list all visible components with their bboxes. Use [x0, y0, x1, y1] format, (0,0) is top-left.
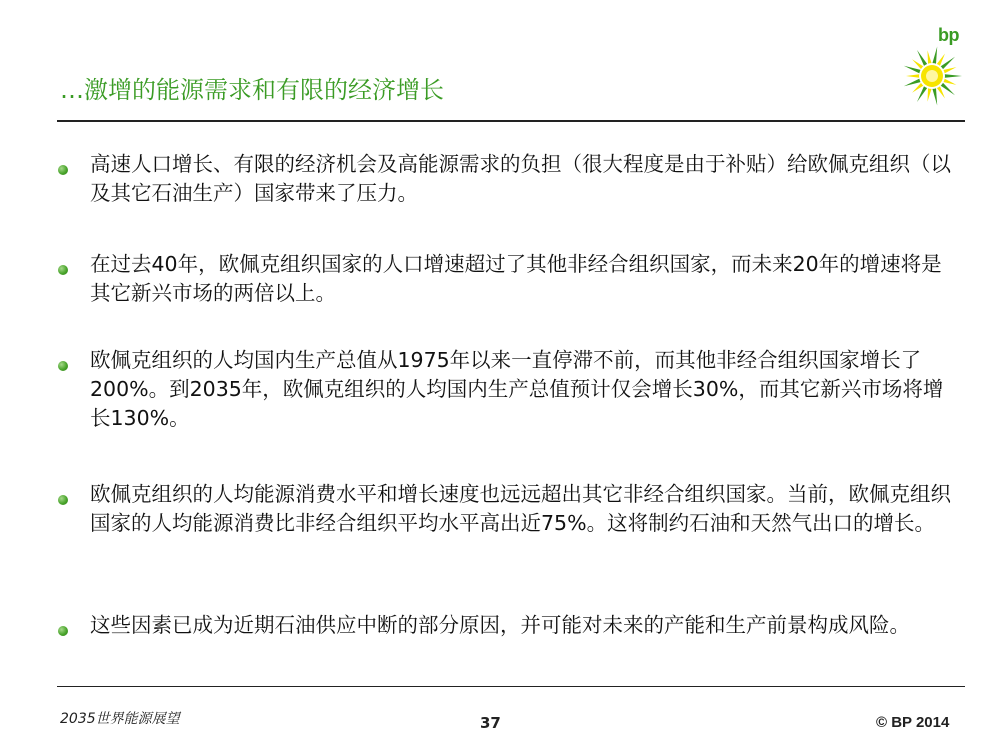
- bullet-text: 欧佩克组织的人均国内生产总值从1975年以来一直停滞不前，而其他非经合组织国家增长了200%。到2035年，欧佩克组织的人均国内生产总值预计仅会增长30%，而其它新兴市场将增长130%。: [90, 348, 944, 430]
- bullet-dot-icon: [58, 265, 68, 275]
- bullet-dot-icon: [58, 495, 68, 505]
- logo-petal: [932, 46, 937, 64]
- logo-petal: [904, 78, 922, 86]
- footer-divider: [57, 686, 965, 687]
- bp-logo: [901, 25, 963, 109]
- copyright-notice: © BP 2014: [876, 714, 950, 731]
- page-number: 37: [480, 714, 501, 732]
- bullet-dot-icon: [58, 165, 68, 175]
- logo-petal: [932, 87, 937, 105]
- bullet-dot-icon: [58, 361, 68, 371]
- bp-logo-text: bp: [938, 25, 959, 45]
- title-divider: [57, 120, 965, 122]
- logo-petal: [904, 66, 922, 74]
- bp-helios-icon: [901, 45, 963, 107]
- bullet-text: 这些因素已成为近期石油供应中断的部分原因，并可能对未来的产能和生产前景构成风险。: [90, 613, 910, 637]
- logo-petal: [906, 74, 920, 78]
- logo-petal: [927, 50, 931, 64]
- bullet-text: 在过去40年，欧佩克组织国家的人口增速超过了其他非经合组织国家，而未来20年的增速将是其它新兴市场的两倍以上。: [90, 252, 942, 305]
- bullet-text: 欧佩克组织的人均能源消费水平和增长速度也远远超出其它非经合组织国家。当前，欧佩克组织国家的人均能源消费比非经合组织平均水平高出近75%。这将制约石油和天然气出口的增长。: [90, 482, 951, 535]
- logo-petal: [927, 87, 931, 101]
- slide-title: …激增的能源需求和有限的经济增长: [60, 76, 444, 104]
- bullet-dot-icon: [58, 626, 68, 636]
- bullet-text: 高速人口增长、有限的经济机会及高能源需求的负担（很大程度是由于补贴）给欧佩克组织（以及其它石油生产）国家带来了压力。: [90, 152, 951, 205]
- logo-petal: [944, 74, 962, 78]
- footer-publication-title: 2035世界能源展望: [60, 711, 180, 727]
